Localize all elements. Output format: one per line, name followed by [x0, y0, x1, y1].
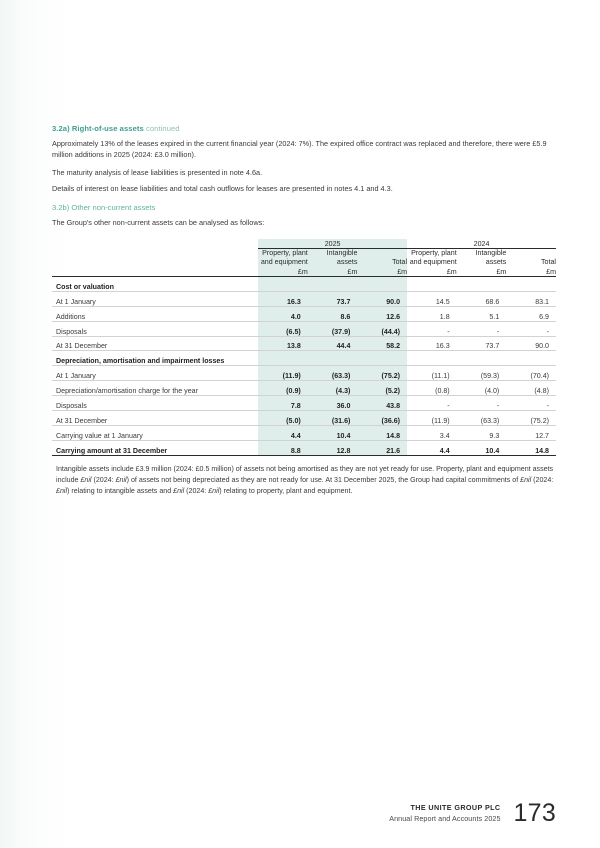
table-footnote: Intangible assets include £3.9 million (2024: £0.5 million) of assets not being amortised as they are not yet ready for use. Property, plant and equipment assets include £nil (2024: £nil) of assets not being depreciated as they are not ready for use. At 31 December 2025, the Group had capital commitments of £nil (2024: £nil) relating to intangible assets and £nil (2024: £nil) relating to property, plant and equipment.	[56, 464, 554, 495]
paragraph-maturity-analysis: The maturity analysis of lease liabilities is presented in note 4.6a.	[52, 167, 263, 177]
table-cell-value: 14.5	[407, 291, 457, 306]
page-content	[52, 124, 556, 503]
table-cell-value: (63.3)	[457, 411, 507, 426]
column-header-ppe-2025: Property, plant and equipment	[258, 248, 308, 268]
table-cell-value: 3.4	[407, 426, 457, 441]
table-cell-value: 14.8	[506, 440, 556, 455]
table-cell-value: -	[506, 396, 556, 411]
table-cell-value: 73.7	[308, 291, 358, 306]
table-cell-value: (31.6)	[308, 411, 358, 426]
unit-label-blank	[52, 268, 258, 277]
table-cell-label: Disposals	[52, 396, 258, 411]
table-cell-value: (36.6)	[357, 411, 407, 426]
table-cell-label: Carrying amount at 31 December	[52, 440, 258, 455]
table-cell-label: Additions	[52, 306, 258, 321]
table-cell-value: (11.9)	[407, 411, 457, 426]
table-cell-value: (44.4)	[357, 321, 407, 336]
table-cell-value: (4.0)	[457, 381, 507, 396]
table-cell-value: (75.2)	[357, 366, 407, 381]
table-row	[52, 306, 556, 321]
table-cell-label: At 31 December	[52, 411, 258, 426]
table-cell-value	[308, 276, 358, 291]
table-cell-value: (11.1)	[407, 366, 457, 381]
unit-intangible-2024: £m	[457, 268, 507, 277]
table-cell-value: (37.9)	[308, 321, 358, 336]
table-cell-value: (6.5)	[258, 321, 308, 336]
table-cell-value: 90.0	[357, 291, 407, 306]
table-cell-value: 10.4	[308, 426, 358, 441]
unit-ppe-2024: £m	[407, 268, 457, 277]
page-footer	[389, 798, 556, 827]
table-cell-value: 73.7	[457, 336, 507, 351]
other-non-current-assets-table	[52, 239, 556, 456]
section-heading-3-2a-main: 3.2a) Right-of-use assets	[52, 124, 144, 133]
table-cell-value: 12.8	[308, 440, 358, 455]
table-cell-value: 9.3	[457, 426, 507, 441]
table-row	[52, 396, 556, 411]
table-cell-value: 1.8	[407, 306, 457, 321]
table-row	[52, 411, 556, 426]
year-group-2025: 2025	[258, 239, 407, 248]
section-heading-3-2a-continued: continued	[145, 124, 180, 133]
table-cell-value	[258, 351, 308, 366]
paragraph-lease-expiry: Approximately 13% of the leases expired in the current financial year (2024: 7%). The expired office contract was replaced and therefore, there were £5.9 million additions in 2025 (2024: £3.0 million).	[52, 139, 547, 160]
table-row	[52, 291, 556, 306]
table-cell-value: (63.3)	[308, 366, 358, 381]
table-cell-value: (5.0)	[258, 411, 308, 426]
table-cell-label: Carrying value at 1 January	[52, 426, 258, 441]
column-header-intangible-2025: Intangible assets	[308, 248, 358, 268]
table-cell-value	[457, 276, 507, 291]
column-header-total-2025: Total	[357, 248, 407, 268]
table-cell-label: Disposals	[52, 321, 258, 336]
table-row	[52, 336, 556, 351]
paragraph-other-assets-lead: The Group's other non-current assets can be analysed as follows:	[52, 218, 265, 228]
table-row	[52, 366, 556, 381]
table-cell-value: (5.2)	[357, 381, 407, 396]
unit-ppe-2025: £m	[258, 268, 308, 277]
table-cell-value: -	[407, 321, 457, 336]
table-cell-value: 14.8	[357, 426, 407, 441]
column-header-label	[52, 248, 258, 268]
footer-report-title: Annual Report and Accounts 2025	[389, 814, 501, 823]
table-cell-value: 16.3	[258, 291, 308, 306]
table-cell-label: Depreciation, amortisation and impairment losses	[52, 351, 258, 366]
table-unit-row	[52, 268, 556, 277]
table-cell-value: -	[457, 321, 507, 336]
table-cell-label: Depreciation/amortisation charge for the year	[52, 381, 258, 396]
table-cell-value: 4.0	[258, 306, 308, 321]
unit-total-2025: £m	[357, 268, 407, 277]
table-cell-value: 12.7	[506, 426, 556, 441]
table-cell-value	[357, 351, 407, 366]
unit-total-2024: £m	[506, 268, 556, 277]
table-cell-value: (59.3)	[457, 366, 507, 381]
table-column-header-row	[52, 248, 556, 268]
table-cell-value	[457, 351, 507, 366]
table-cell-value: 5.1	[457, 306, 507, 321]
table-cell-value: (4.3)	[308, 381, 358, 396]
table-cell-value: 83.1	[506, 291, 556, 306]
section-heading-3-2b: 3.2b) Other non-current assets	[52, 202, 156, 212]
table-cell-label: Cost or valuation	[52, 276, 258, 291]
table-cell-label: At 1 January	[52, 291, 258, 306]
paragraph-interest-details: Details of interest on lease liabilities and total cash outflows for leases are presented in notes 4.1 and 4.3.	[52, 183, 393, 193]
table-body	[52, 276, 556, 455]
table-row	[52, 426, 556, 441]
section-heading-3-2a	[52, 124, 556, 133]
table-cell-value	[357, 276, 407, 291]
table-row-section	[52, 351, 556, 366]
table-cell-value	[506, 276, 556, 291]
table-cell-value: 43.8	[357, 396, 407, 411]
year-group-spacer	[52, 239, 258, 248]
table-cell-value: (11.9)	[258, 366, 308, 381]
year-group-2024: 2024	[407, 239, 556, 248]
page-number: 173	[513, 798, 556, 827]
table-cell-value: -	[457, 396, 507, 411]
column-header-total-2024: Total	[541, 258, 556, 267]
table-cell-value: 16.3	[407, 336, 457, 351]
table-cell-value: (75.2)	[506, 411, 556, 426]
table-cell-value: 10.4	[457, 440, 507, 455]
page-footer-text	[389, 802, 500, 824]
table-cell-value	[258, 276, 308, 291]
table-cell-value: 90.0	[506, 336, 556, 351]
table-cell-value: -	[407, 396, 457, 411]
table-cell-value: (0.8)	[407, 381, 457, 396]
column-header-intangible-2024: Intangible assets	[475, 248, 507, 267]
table-cell-value: 58.2	[357, 336, 407, 351]
unit-intangible-2025: £m	[308, 268, 358, 277]
table-cell-value	[308, 351, 358, 366]
table-cell-value: 7.8	[258, 396, 308, 411]
footer-company-name: THE UNITE GROUP PLC	[410, 803, 501, 812]
table-row	[52, 321, 556, 336]
table-cell-value: 6.9	[506, 306, 556, 321]
column-header-ppe-2024: Property, plant and equipment	[409, 248, 457, 267]
table-cell-label: At 1 January	[52, 366, 258, 381]
table-cell-value: 44.4	[308, 336, 358, 351]
table-cell-value: 12.6	[357, 306, 407, 321]
table-cell-value	[407, 351, 457, 366]
table-row-section	[52, 276, 556, 291]
table-cell-value: (4.8)	[506, 381, 556, 396]
table-header	[52, 239, 556, 276]
table-cell-label: At 31 December	[52, 336, 258, 351]
table-cell-value: 8.6	[308, 306, 358, 321]
table-cell-value: 8.8	[258, 440, 308, 455]
table-row-total	[52, 440, 556, 455]
table-cell-value: 4.4	[407, 440, 457, 455]
table-cell-value	[407, 276, 457, 291]
table-cell-value: 68.6	[457, 291, 507, 306]
table-cell-value: -	[506, 321, 556, 336]
table-cell-value: (70.4)	[506, 366, 556, 381]
table-cell-value: 21.6	[357, 440, 407, 455]
table-cell-value: 4.4	[258, 426, 308, 441]
table-cell-value: 13.8	[258, 336, 308, 351]
table-row	[52, 381, 556, 396]
table-cell-value: 36.0	[308, 396, 358, 411]
table-year-group-row	[52, 239, 556, 248]
table-cell-value	[506, 351, 556, 366]
table-cell-value: (0.9)	[258, 381, 308, 396]
